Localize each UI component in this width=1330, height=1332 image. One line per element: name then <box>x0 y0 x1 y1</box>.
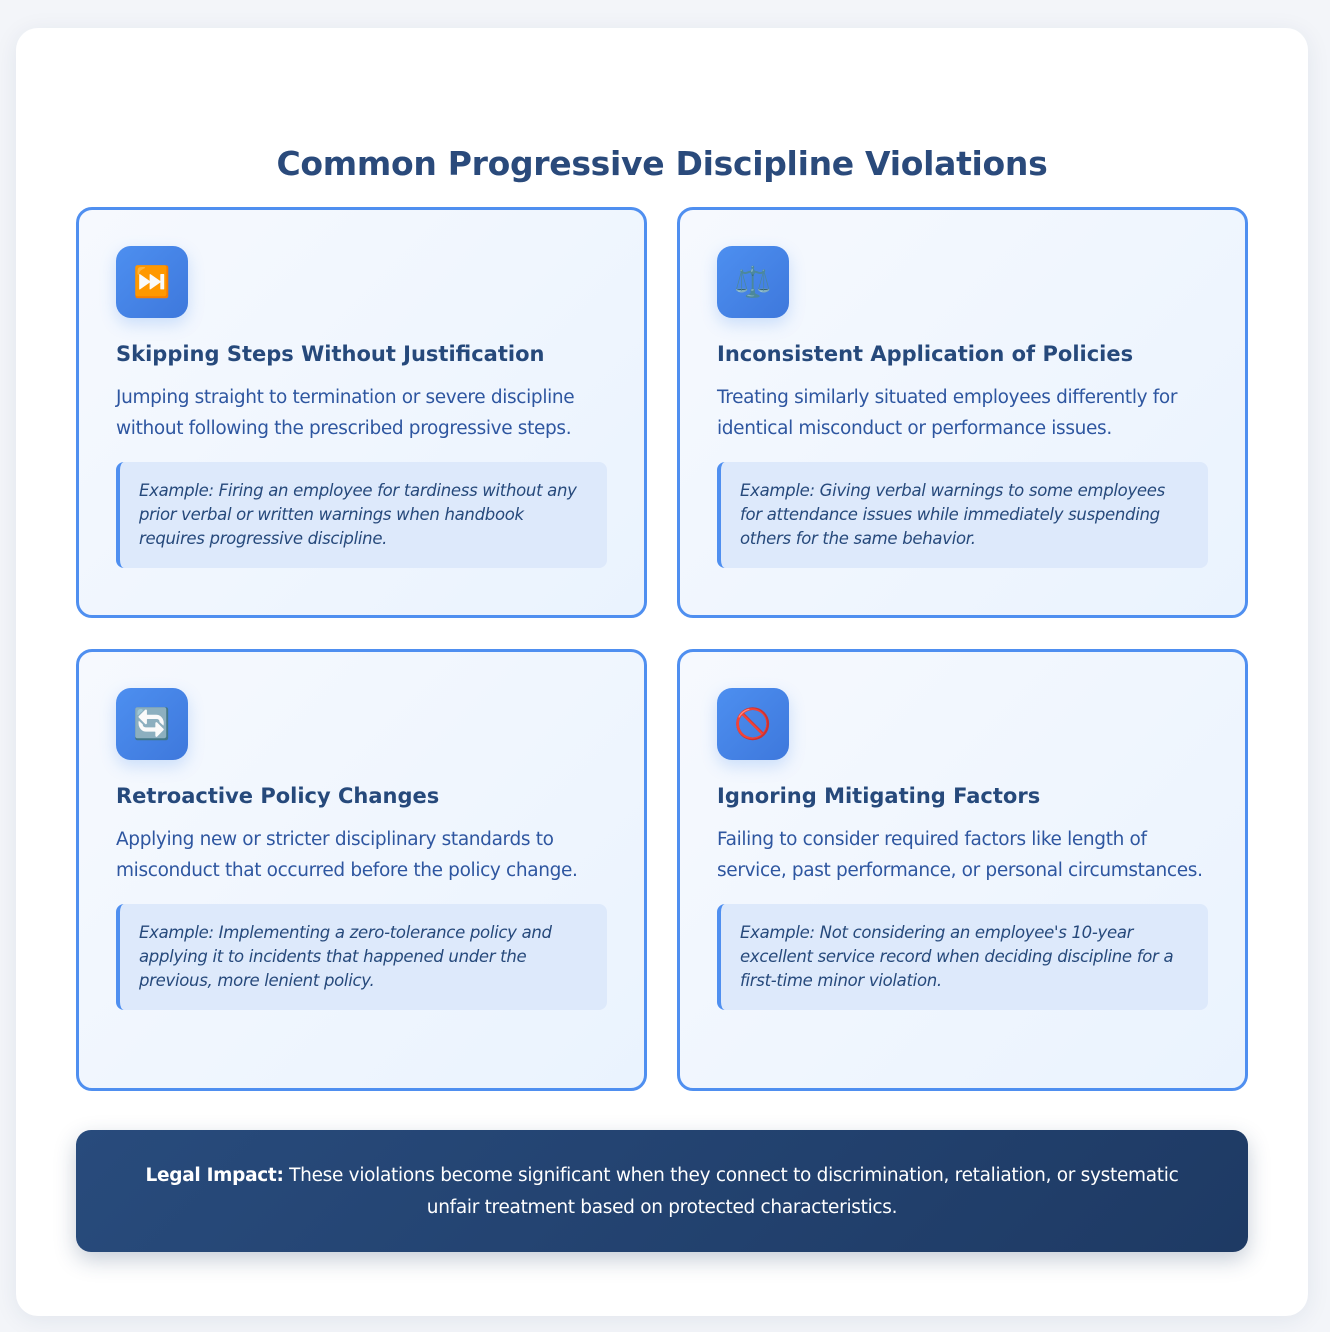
violation-card-retroactive-changes <box>76 649 647 1091</box>
card-example: Example: Giving verbal warnings to some employees for attendance issues while immediately suspending others for the same behavior. <box>717 462 1208 568</box>
card-title: Retroactive Policy Changes <box>116 784 440 808</box>
refresh-arrows-icon: 🔄 <box>116 688 188 760</box>
scales-icon: ⚖️ <box>717 246 789 318</box>
legal-impact-text: These violations become significant when they connect to discrimination, retaliation, or systematic unfair treatment based on protected characteristics. <box>283 1165 1179 1218</box>
card-description: Jumping straight to termination or severe discipline without following the prescribed progressive steps. <box>116 387 575 439</box>
page-title: Common Progressive Discipline Violations <box>276 144 1048 183</box>
legal-impact-banner <box>76 1130 1248 1252</box>
card-description: Applying new or stricter disciplinary standards to misconduct that occurred before the policy change. <box>116 829 578 881</box>
infographic-container <box>16 28 1308 1316</box>
card-title: Ignoring Mitigating Factors <box>717 784 1041 808</box>
violation-card-ignoring-mitigating-factors <box>677 649 1248 1091</box>
card-description: Treating similarly situated employees differently for identical misconduct or performance issues. <box>717 387 1178 439</box>
card-example: Example: Not considering an employee's 10-year excellent service record when deciding discipline for a first-time minor violation. <box>717 904 1208 1010</box>
card-title: Inconsistent Application of Policies <box>717 342 1134 366</box>
card-example: Example: Implementing a zero-tolerance policy and applying it to incidents that happened under the previous, more lenient policy. <box>116 904 607 1010</box>
card-description: Failing to consider required factors like length of service, past performance, or personal circumstances. <box>717 829 1203 881</box>
violation-card-inconsistent-application <box>677 207 1248 618</box>
legal-impact-label: Legal Impact: <box>145 1165 284 1186</box>
skip-forward-icon: ⏭️ <box>116 246 188 318</box>
prohibited-icon: 🚫 <box>717 688 789 760</box>
card-example: Example: Firing an employee for tardiness without any prior verbal or written warnings when handbook requires progressive discipline. <box>116 462 607 568</box>
card-title: Skipping Steps Without Justification <box>116 342 545 366</box>
violation-card-skipping-steps <box>76 207 647 618</box>
